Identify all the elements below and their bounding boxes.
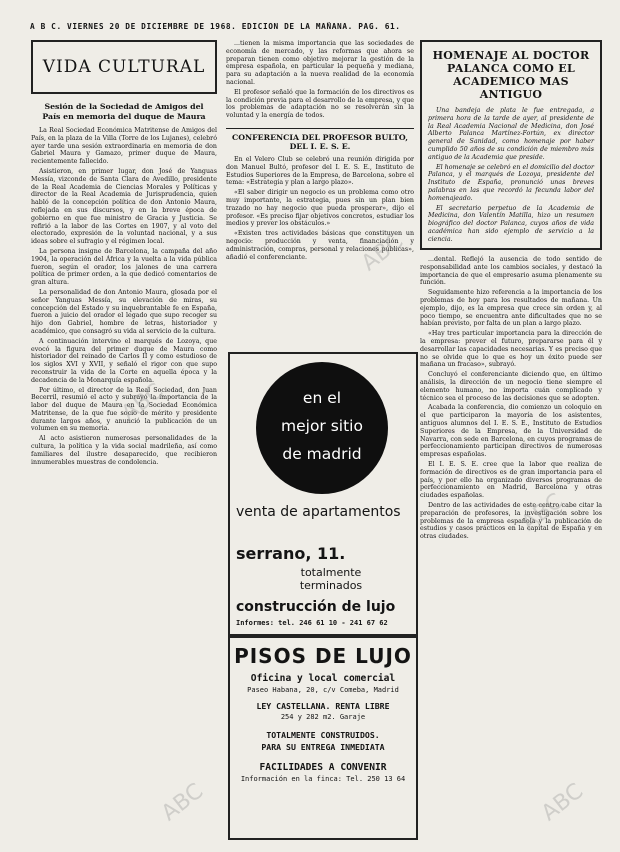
article-paragraph: Por último, el director de la Real Sociedad, don Juan Becerril, resumió el acto y subrayó la importancia de la labor del duque de Maura en la Sociedad Económica Matritense, de la que fue socio de mérito y presidente durante largos años, y anunció la publicación de un volumen en su memoria. xyxy=(31,386,217,433)
ad2-line-3: LEY CASTELLANA. RENTA LIBRE xyxy=(256,701,390,711)
ad2-line-6: PARA SU ENTREGA INMEDIATA xyxy=(261,742,385,752)
section-title-box xyxy=(31,40,217,94)
article-paragraph: El I. E. S. E. cree que la labor que realiza de formación de directivos es de gran importancia para el país, y por ello ha organizado diversos programas de perfeccionamiento en Madrid, Barcelona y otras ciudades españolas. xyxy=(420,460,602,500)
ad2-line-8: Información en la finca: Tel. 250 13 64 xyxy=(240,775,406,783)
homenaje-paragraph: Una bandeja de plata le fue entregada, a primera hora de la tarde de ayer, al presidente de la Real Academia Nacional de Medicina, don José Alberto Palanca Martínez-Fortún, ex director general de Sanidad, como homenaje por haber cumplido 50 años de su condición de miembro más antiguo de la Academia que preside. xyxy=(428,107,594,161)
column-3 xyxy=(420,40,602,840)
ad-address: serrano, 11. xyxy=(236,544,346,563)
article-paragraph: El profesor señaló que la formación de los directivos es la condición previa para el desarrollo de la empresa, y que los problemas de adaptación no se resolverán sin la voluntad y la energía de todos. xyxy=(226,88,414,120)
abc-watermark: ABC xyxy=(357,228,409,277)
ad2-line-7: FACILIDADES A CONVENIR xyxy=(259,762,387,773)
ad-circle-line-1: en el xyxy=(302,389,342,407)
article-paragraph: La personalidad de don Antonio Maura, glosada por el señor Yanguas Messía, su elevación de miras, su concepción del Estado y su inquebrantable fe en España, fueron a juicio del orador el legado que supo recoger su hijo don Gabriel, hombre de letras, historiador y académico, que consagró su vida al servicio de la cultura. xyxy=(31,288,217,335)
article-paragraph: A continuación intervino el marqués de Lozoya, que evocó la figura del primer duque de Maura como historiador del reinado de Carlos II y como estudioso de los siglos XVI y XVII, y señaló el rigor con que supo reconstruir la vida de la Corte en aquella época y la decadencia de la Monarquía española. xyxy=(31,337,217,384)
article-paragraph: ...tienen la misma importancia que las sociedades de economía de mercado, y las reformas que ahora se preparan tienen como objetivo mejorar la gestión de la empresa española, en particular la pequeña y mediana, para su adaptación a la nueva realidad de la economía nacional. xyxy=(226,40,414,86)
ad2-line-2: Paseo Habana, 20, c/v Comeba, Madrid xyxy=(247,686,399,694)
article-paragraph: La Real Sociedad Económica Matritense de Amigos del País, en la plaza de la Villa (Torre de los Lujanes), celebró ayer tarde una sesión extraordinaria en memoria de don Gabriel Maura y Gamazo, primer duque de Maura, recientemente fallecido. xyxy=(31,127,217,166)
page-header: A B C. VIERNES 20 DE DICIEMBRE DE 1968. EDICION DE LA MAÑANA. PAG. 61. xyxy=(30,22,401,31)
homenaje-paragraph: El secretario perpetuo de la Academia de Medicina, don Valentín Matilla, hizo un resumen biográfico del doctor Palanca, cuyos años de vida académica han sido ejemplo de servicio a la ciencia. xyxy=(428,204,594,243)
abc-watermark: ABC xyxy=(517,488,569,537)
article-paragraph: Al acto asistieron numerosas personalidades de la cultura, la política y la vida social madrileña, así como familiares del ilustre desaparecido, que recibieron innumerables muestras de condolencia. xyxy=(31,435,217,466)
article-paragraph: «Existen tres actividades básicas que constituyen un negocio: producción y venta, financiación y administración, compras, personal y relaciones públicas», añadió el conferenciante. xyxy=(226,230,414,261)
ad-circle-line-3: de madrid xyxy=(282,445,362,463)
column-2 xyxy=(226,40,414,345)
column-1 xyxy=(31,40,217,840)
homenaje-title: HOMENAJE AL DOCTOR PALANCA COMO EL ACADEMICO MAS ANTIGUO xyxy=(432,49,590,101)
article-paragraph: Seguidamente hizo referencia a la importancia de los problemas de hoy para los resultados de mañana. Un ejemplo, dijo, es la empresa que crece sin orden y, al poco tiempo, se encuentra ante dificultades que no se habían previsto, por falta de un plan a largo plazo. xyxy=(420,289,602,328)
abc-watermark: ABC xyxy=(117,378,169,427)
apartments-ad xyxy=(228,352,418,636)
abc-watermark: ABC xyxy=(157,778,209,827)
homenaje-box xyxy=(420,40,602,250)
conference-headline: CONFERENCIA DEL PROFESOR BULTO, DEL I. E. S. E. xyxy=(226,128,414,152)
article-paragraph: Dentro de las actividades de este centro cabe citar la preparación de profesores, la investigación sobre los problemas de la empresa española y la publicación de estudios y casos prácticos en la capital de España y en otras ciudades. xyxy=(420,501,602,541)
ad2-title: PISOS DE LUJO xyxy=(234,644,412,668)
article-paragraph: «El saber dirigir un negocio es un problema como otro muy importante, la estrategia, pues sin un plan bien trazado no hay negocio que pueda prosperar», dijo el profesor. «Es preciso fijar objetivos concretos, estudiar los medios y prever los obstáculos.» xyxy=(226,189,414,228)
article-paragraph: La persona insigne de Barcelona, la campaña del año 1904, la operación del África y la vuelta a la vida pública fueron, según el orador, los jalones de una carrera política de primer orden, a la que dedicó comentarios de gran altura. xyxy=(31,247,217,287)
ad-totalmente: totalmente terminados xyxy=(299,566,363,592)
article-paragraph: ...dental. Reflejó la ausencia de todo sentido de responsabilidad ante los cambios sociales, y destacó la importancia de que el empresario asuma plenamente su función. xyxy=(420,256,602,287)
abc-watermark: ABC xyxy=(537,778,589,827)
article-paragraph: Acabada la conferencia, dio comienzo un coloquio en el que participaron la mayoría de los asistentes, antiguos alumnos del I. E. S. E., Instituto de Estudios Superiores de la Empresa, de la Universidad de Navarra, con sede en Barcelona, en cuyos programas de perfeccionamiento participan directivos de numerosas empresas españolas. xyxy=(420,404,602,459)
ad2-line-5: TOTALMENTE CONSTRUIDOS. xyxy=(266,730,380,740)
article-paragraph: En el Velero Club se celebró una reunión dirigida por don Manuel Bultó, profesor del I. E. S. E., Instituto de Estudios Superiores de la Empresa, de Barcelona, sobre el tema: «Estrategia y plan a largo plazo». xyxy=(226,155,414,187)
pisos-de-lujo-ad xyxy=(228,636,418,840)
section-title: VIDA CULTURAL xyxy=(42,57,206,77)
ad-circle-line-2: mejor sitio xyxy=(281,417,363,435)
ad-phone-info: Informes: tel. 246 61 10 - 241 67 62 xyxy=(236,619,388,627)
ad-construccion: construcción de lujo xyxy=(236,599,396,615)
homenaje-paragraph: El homenaje se celebró en el domicilio del doctor Palanca, y el marqués de Lozoya, presidente del Instituto de España, pronunció unas breves palabras en las que recordó la fecunda labor del homenajeado. xyxy=(428,163,594,202)
article-paragraph: «Hay tres particular importancia para la dirección de la empresa: prever el futuro, prepararse para él y desarrollar las capacidades necesarias. Y es preciso que no se olvide que lo que es hoy un éxito puede ser mañana un fracaso», subrayó. xyxy=(420,330,602,369)
ad2-line-4: 254 y 282 m2. Garaje xyxy=(280,713,366,721)
ad-venta-text: venta de apartamentos xyxy=(236,504,401,520)
ad2-line-1: Oficina y local comercial xyxy=(250,673,396,684)
article-paragraph: Concluyó el conferenciante diciendo que, en último análisis, la dirección de un negocio tiene siempre el elemento humano, no importa cuán complicado y técnico sea el proceso de las decisiones que se adopten. xyxy=(420,371,602,402)
article-headline: Sesión de la Sociedad de Amigos del País en memoria del duque de Maura xyxy=(42,102,206,121)
article-paragraph: Asistieron, en primer lugar, don José de Yanguas Messía, vizconde de Santa Clara de Avedillo, presidente de la Real Academia de Ciencias Morales y Políticas y director de la Real Academia de Jurisprudencia, quien habló de la concepción política de don Antonio Maura, reflejada en sus discursos, y en la breve época de gobierno en que fue ministro de Gracia y Justicia. Se refirió a la labor de las Cortes en 1907, y al voto del electorado, expresión de la voluntad nacional, y a sus ideas sobre el sufragio y el régimen local. xyxy=(31,167,217,246)
